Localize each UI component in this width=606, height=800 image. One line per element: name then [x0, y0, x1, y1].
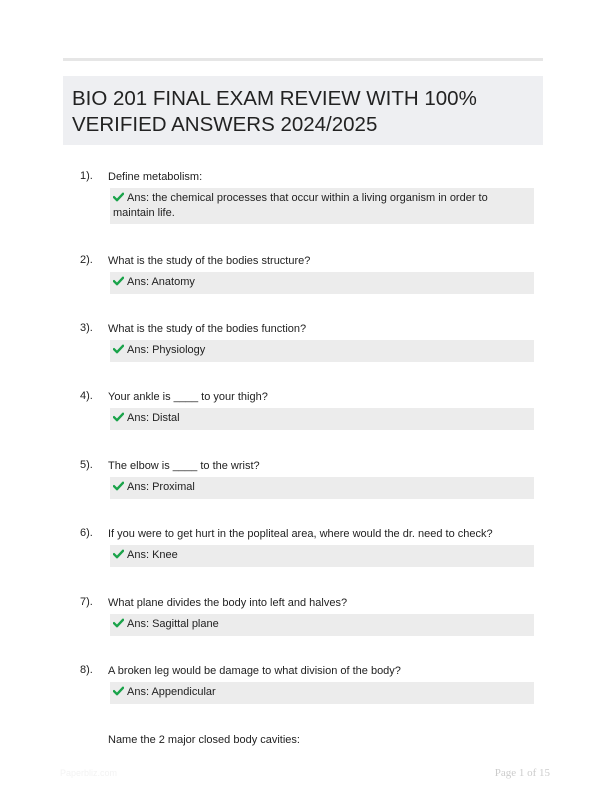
question-text: A broken leg would be damage to what division of the body? — [108, 665, 401, 677]
question-number: 4). — [80, 390, 93, 402]
check-icon — [113, 344, 124, 354]
answer-text: Ans: Appendicular — [127, 686, 216, 698]
answer-text: Ans: Knee — [127, 549, 178, 561]
check-icon — [113, 412, 124, 422]
check-icon — [113, 276, 124, 286]
answer-box — [110, 408, 534, 430]
question-text: What plane divides the body into left and halves? — [108, 597, 348, 609]
answer-box — [110, 272, 534, 294]
check-icon — [113, 481, 124, 491]
answer-text: Ans: Sagittal plane — [127, 618, 219, 630]
question-text: Your ankle is ____ to your thigh? — [108, 391, 268, 403]
answer-box — [110, 545, 534, 567]
page-number: Page 1 of 15 — [494, 767, 550, 779]
answer-box — [110, 340, 534, 362]
question-number: 3). — [80, 322, 93, 334]
check-icon — [113, 686, 124, 696]
check-icon — [113, 192, 124, 202]
question-text: Define metabolism: — [108, 171, 203, 183]
question-number: 5). — [80, 459, 93, 471]
question-text: The elbow is ____ to the wrist? — [108, 460, 260, 472]
question-text: If you were to get hurt in the popliteal area, where would the dr. need to check? — [108, 528, 493, 540]
question-number: 1). — [80, 170, 93, 182]
question-number: 2). — [80, 254, 93, 266]
question-number: 8). — [80, 664, 93, 676]
answer-text: Ans: Proximal — [127, 481, 195, 493]
question-text: What is the study of the bodies structure? — [108, 255, 311, 267]
answer-text: Ans: the chemical processes that occur within a living organism in order to maintain life. — [113, 192, 488, 219]
question-text: Name the 2 major closed body cavities: — [108, 734, 300, 746]
question-number: 6). — [80, 527, 93, 539]
answer-box — [110, 188, 534, 224]
answer-text: Ans: Physiology — [127, 344, 206, 356]
footer-watermark: Paperbliz.com — [60, 768, 118, 778]
answer-box — [110, 614, 534, 636]
answer-box — [110, 477, 534, 499]
question-text: What is the study of the bodies function? — [108, 323, 307, 335]
answer-box — [110, 682, 534, 704]
answer-text: Ans: Anatomy — [127, 276, 195, 288]
title-banner — [63, 76, 543, 145]
check-icon — [113, 549, 124, 559]
page-title: BIO 201 FINAL EXAM REVIEW WITH 100% VERIFIED ANSWERS 2024/2025 — [72, 87, 477, 136]
top-rule — [63, 58, 543, 61]
check-icon — [113, 618, 124, 628]
question-number: 7). — [80, 596, 93, 608]
answer-text: Ans: Distal — [127, 412, 180, 424]
